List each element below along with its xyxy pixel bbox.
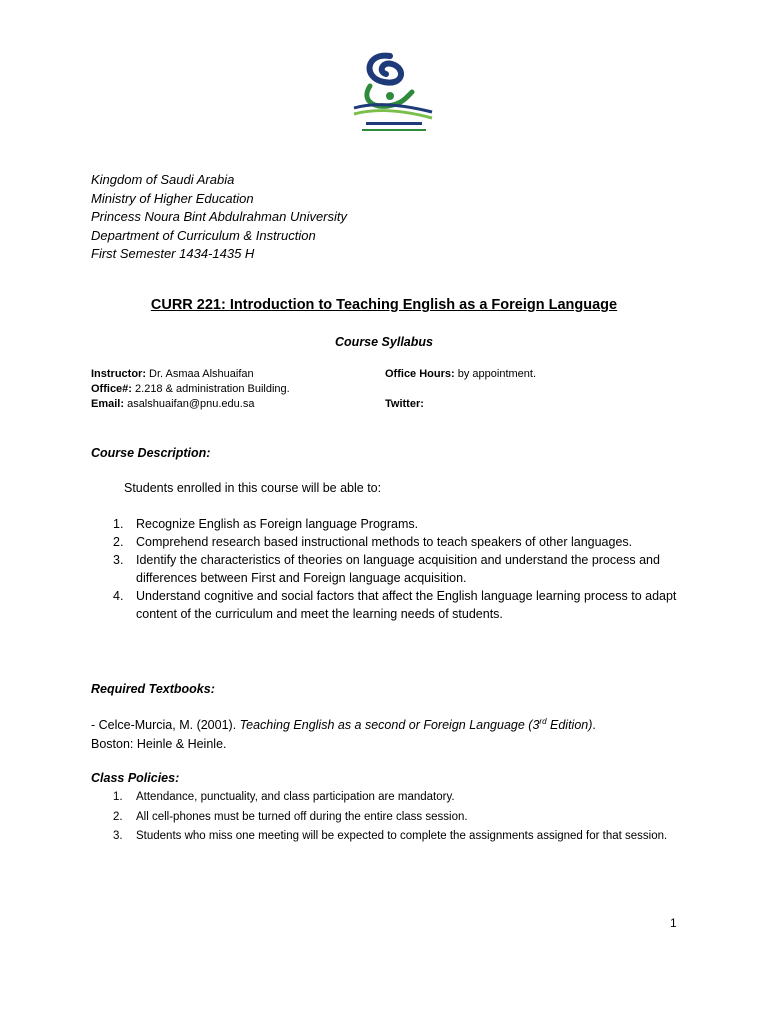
- page-number: 1: [670, 916, 677, 930]
- objectives-list: [91, 515, 691, 623]
- objective-item: 4. Understand cognitive and social factors that affect the English language learning process to adapt content of the curriculum and meet the learning needs of students.: [113, 589, 677, 621]
- header-line-department: Department of Curriculum & Instruction: [91, 227, 316, 243]
- class-policies-heading: Class Policies:: [91, 771, 180, 785]
- course-title: CURR 221: Introduction to Teaching English as a Foreign Language: [150, 297, 618, 313]
- course-description-heading: Course Description:: [91, 446, 211, 460]
- email-row: Email: asalshuaifan@pnu.edu.sa: [91, 398, 255, 410]
- textbook-title: Teaching English as a second or Foreign Language (3rd Edition): [239, 716, 593, 732]
- policy-item: 2. All cell-phones must be turned off during the entire class session.: [113, 810, 468, 823]
- policy-item: 3. Students who miss one meeting will be expected to complete the assignments assigned for that session.: [113, 830, 668, 842]
- header-line-university: Princess Noura Bint Abdulrahman University: [91, 209, 348, 224]
- instructor-info: [91, 367, 290, 412]
- office-hours-row: Office Hours: by appointment.: [385, 368, 537, 380]
- office-row: Office#: 2.218 & administration Building.: [91, 383, 290, 395]
- twitter-row: Twitter:: [385, 398, 424, 410]
- instructor-row: Instructor: Dr. Asmaa Alshuaifan: [91, 368, 254, 380]
- course-description-intro: Students enrolled in this course will be able to:: [124, 481, 382, 495]
- header-line-kingdom: Kingdom of Saudi Arabia: [91, 172, 235, 187]
- objective-item: 2. Comprehend research based instructional methods to teach speakers of other languages.: [113, 535, 633, 549]
- university-logo: [340, 42, 444, 142]
- objective-item: 1. Recognize English as Foreign language Programs.: [113, 517, 419, 531]
- office-hours-info: [385, 367, 536, 412]
- course-subtitle: Course Syllabus: [335, 335, 433, 349]
- policies-list: [91, 788, 691, 847]
- textbook-publisher: Boston: Heinle & Heinle.: [91, 736, 227, 751]
- header-line-semester: First Semester 1434-1435 H: [91, 246, 255, 261]
- textbook-reference: - Celce-Murcia, M. (2001). Teaching English as a second or Foreign Language (3rd Edition). Boston: Heinle & Heinle.: [91, 716, 711, 753]
- header-line-ministry: Ministry of Higher Education: [91, 190, 254, 206]
- institution-header: [91, 171, 347, 264]
- policy-item: 1. Attendance, punctuality, and class participation are mandatory.: [113, 791, 455, 803]
- required-textbooks-heading: Required Textbooks:: [91, 682, 215, 696]
- objective-item: 3. Identify the characteristics of theories on language acquisition and understand the process and differences between First and Foreign language acquisition.: [113, 553, 660, 585]
